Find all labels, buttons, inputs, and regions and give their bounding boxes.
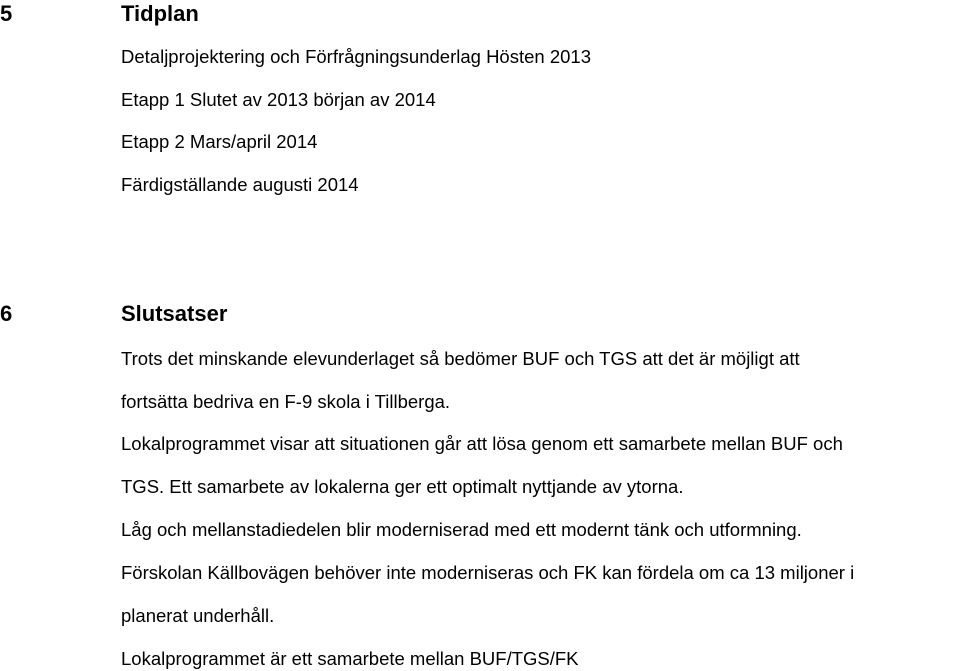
slutsatser-line: TGS. Ett samarbete av lokalerna ger ett optimalt nyttjande av ytorna.	[121, 476, 684, 497]
tidplan-line: Färdigställande augusti 2014	[121, 174, 359, 195]
slutsatser-line: Låg och mellanstadiedelen blir moderniserad med ett modernt tänk och utformning.	[121, 519, 802, 540]
slutsatser-line: Trots det minskande elevunderlaget så bedömer BUF och TGS att det är möjligt att	[121, 348, 800, 369]
section-title: Slutsatser	[121, 301, 228, 326]
tidplan-line: Etapp 1 Slutet av 2013 början av 2014	[121, 89, 436, 110]
slutsatser-line: Förskolan Källbovägen behöver inte moderniseras och FK kan fördela om ca 13 miljoner i	[121, 562, 855, 583]
slutsatser-line: planerat underhåll.	[121, 605, 275, 626]
section-5-heading	[0, 0, 199, 28]
section-number: 6	[0, 301, 13, 326]
section-6-heading	[0, 300, 227, 328]
slutsatser-line: Lokalprogrammet visar att situationen går att lösa genom ett samarbete mellan BUF och	[121, 433, 843, 454]
slutsatser-line: Lokalprogrammet är ett samarbete mellan BUF/TGS/FK	[121, 648, 579, 669]
section-number: 5	[0, 1, 13, 26]
section-title: Tidplan	[121, 1, 199, 26]
tidplan-line: Etapp 2 Mars/april 2014	[121, 131, 318, 152]
slutsatser-line: fortsätta bedriva en F-9 skola i Tillberga.	[121, 391, 451, 412]
tidplan-line: Detaljprojektering och Förfrågningsunderlag Hösten 2013	[121, 46, 591, 67]
